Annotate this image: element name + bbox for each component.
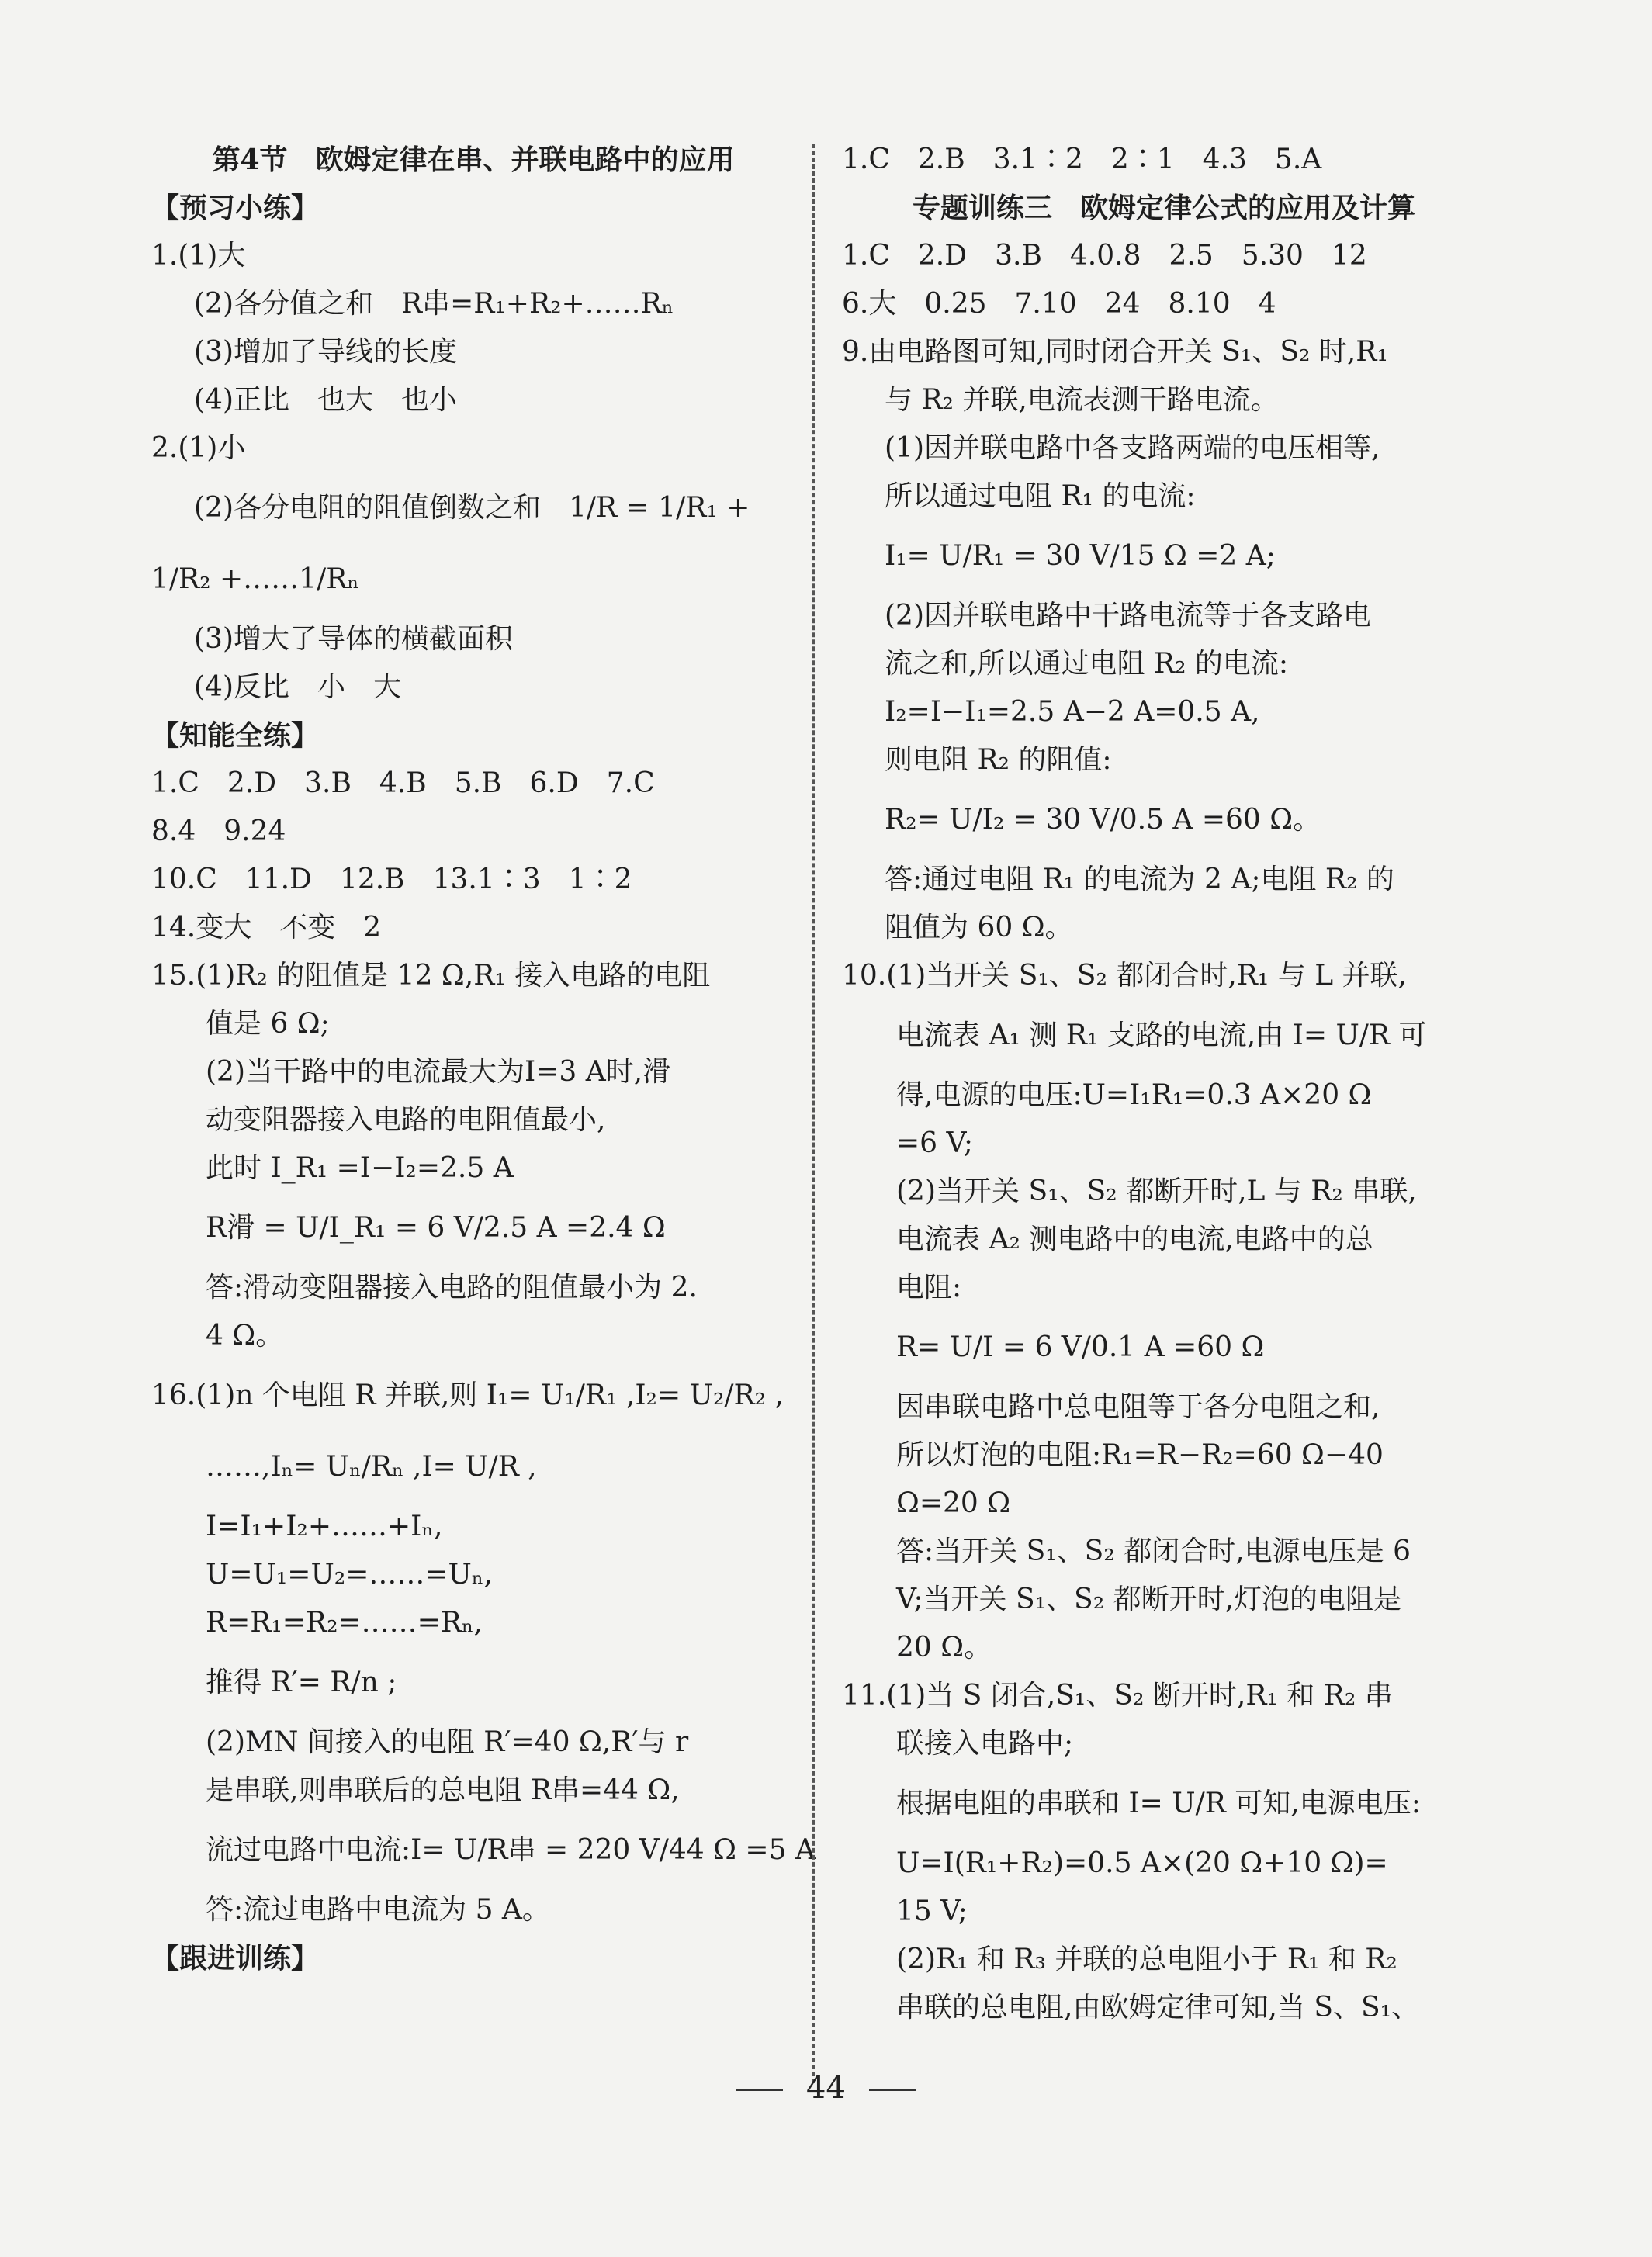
page-number: 44 bbox=[806, 2070, 846, 2106]
section-title: 专题训练三 欧姆定律公式的应用及计算 bbox=[912, 192, 1415, 224]
text-line: (4)正比 也大 也小 bbox=[194, 384, 457, 416]
answer-line: 16.(1)n 个电阻 R 并联,则 I₁= U₁/R₁ ,I₂= U₂/R₂ , bbox=[151, 1379, 784, 1411]
text-line: 电流表 A₁ 测 R₁ 支路的电流,由 I= U/R 可 bbox=[896, 1019, 1427, 1051]
text-line: 流之和,所以通过电阻 R₂ 的电流: bbox=[885, 648, 1288, 680]
text-line: 因串联电路中总电阻等于各分电阻之和, bbox=[896, 1391, 1380, 1423]
text-line: (3)增加了导线的长度 bbox=[194, 336, 457, 368]
text-line: R=R₁=R₂=……=Rₙ, bbox=[206, 1607, 483, 1639]
section-heading: 【跟进训练】 bbox=[151, 1942, 320, 1975]
text-line: 答:滑动变阻器接入电路的阻值最小为 2. bbox=[206, 1272, 698, 1303]
answer-line: 14.变大 不变 2 bbox=[151, 912, 382, 943]
text-line: ……,Iₙ= Uₙ/Rₙ ,I= U/R , bbox=[206, 1451, 537, 1483]
left-column bbox=[151, 136, 816, 1982]
text-line: 15 V; bbox=[896, 1895, 968, 1927]
text-line: V;当开关 S₁、S₂ 都断开时,灯泡的电阻是 bbox=[896, 1584, 1402, 1615]
answer-line: 15.(1)R₂ 的阻值是 12 Ω,R₁ 接入电路的电阻 bbox=[151, 960, 711, 992]
text-line: I₂=I−I₁=2.5 A−2 A=0.5 A, bbox=[885, 696, 1260, 728]
answer-line: 11.(1)当 S 闭合,S₁、S₂ 断开时,R₁ 和 R₂ 串 bbox=[842, 1680, 1393, 1712]
text-line: Ω=20 Ω bbox=[896, 1487, 1011, 1519]
section-heading: 【知能全练】 bbox=[151, 719, 320, 752]
text-line: R₂= U/I₂ = 30 V/0.5 A =60 Ω。 bbox=[885, 804, 1321, 836]
answer-line: 1.(1)大 bbox=[151, 240, 246, 272]
text-line: 答:通过电阻 R₁ 的电流为 2 A;电阻 R₂ 的 bbox=[885, 864, 1394, 895]
answer-line: 10.(1)当开关 S₁、S₂ 都闭合时,R₁ 与 L 并联, bbox=[842, 960, 1407, 992]
text-line: 串联的总电阻,由欧姆定律可知,当 S、S₁、 bbox=[896, 1992, 1420, 2023]
answer-line: 1.C 2.D 3.B 4.0.8 2.5 5.30 12 bbox=[842, 240, 1367, 272]
text-line: 所以灯泡的电阻:R₁=R−R₂=60 Ω−40 bbox=[896, 1439, 1384, 1471]
text-line: R滑 = U/I_R₁ = 6 V/2.5 A =2.4 Ω bbox=[206, 1212, 666, 1244]
text-line: R= U/I = 6 V/0.1 A =60 Ω bbox=[896, 1331, 1265, 1363]
text-line: 阻值为 60 Ω。 bbox=[885, 912, 1073, 943]
text-line: 20 Ω。 bbox=[896, 1632, 992, 1663]
text-line: 则电阻 R₂ 的阻值: bbox=[885, 744, 1112, 776]
text-line: (3)增大了导体的横截面积 bbox=[194, 623, 513, 655]
text-line: I=I₁+I₂+……+Iₙ, bbox=[206, 1511, 443, 1542]
text-line: 是串联,则串联后的总电阻 R串=44 Ω, bbox=[206, 1774, 680, 1806]
text-line: (2)各分值之和 R串=R₁+R₂+……Rₙ bbox=[194, 288, 674, 320]
text-line: 此时 I_R₁ =I−I₂=2.5 A bbox=[206, 1152, 514, 1184]
text-line: (4)反比 小 大 bbox=[194, 671, 401, 703]
text-line: 联接入电路中; bbox=[896, 1728, 1074, 1760]
text-line: 流过电路中电流:I= U/R串 = 220 V/44 Ω =5 A bbox=[206, 1834, 816, 1866]
text-line: 所以通过电阻 R₁ 的电流: bbox=[885, 480, 1196, 512]
right-column bbox=[842, 136, 1486, 2032]
text-line: 根据电阻的串联和 I= U/R 可知,电源电压: bbox=[896, 1788, 1421, 1819]
text-line: 电阻: bbox=[896, 1272, 962, 1303]
text-line: 电流表 A₂ 测电路中的电流,电路中的总 bbox=[896, 1224, 1373, 1255]
text-line: 与 R₂ 并联,电流表测干路电流。 bbox=[885, 384, 1279, 416]
text-line: (2)R₁ 和 R₃ 并联的总电阻小于 R₁ 和 R₂ bbox=[896, 1944, 1397, 1975]
text-line: (2)当开关 S₁、S₂ 都断开时,L 与 R₂ 串联, bbox=[896, 1175, 1417, 1207]
text-line: 动变阻器接入电路的电阻值最小, bbox=[206, 1104, 606, 1136]
text-line: 4 Ω。 bbox=[206, 1320, 284, 1352]
text-line: (2)当干路中的电流最大为I=3 A时,滑 bbox=[206, 1056, 671, 1088]
text-line: (1)因并联电路中各支路两端的电压相等, bbox=[885, 432, 1380, 464]
answer-line: 9.由电路图可知,同时闭合开关 S₁、S₂ 时,R₁ bbox=[842, 336, 1388, 368]
text-line: 推得 R′= R/n ; bbox=[206, 1667, 397, 1698]
answer-line: 1.C 2.B 3.1∶2 2∶1 4.3 5.A bbox=[842, 144, 1322, 175]
section-title: 第4节 欧姆定律在串、并联电路中的应用 bbox=[212, 144, 735, 176]
answer-line: 6.大 0.25 7.10 24 8.10 4 bbox=[842, 288, 1276, 320]
answer-line: 2.(1)小 bbox=[151, 432, 246, 464]
text-line: 答:当开关 S₁、S₂ 都闭合时,电源电压是 6 bbox=[896, 1535, 1411, 1567]
text-line: 得,电源的电压:U=I₁R₁=0.3 A×20 Ω bbox=[896, 1079, 1372, 1111]
text-line: U=I(R₁+R₂)=0.5 A×(20 Ω+10 Ω)= bbox=[896, 1847, 1388, 1879]
section-heading: 【预习小练】 bbox=[151, 192, 320, 224]
text-line: U=U₁=U₂=……=Uₙ, bbox=[206, 1559, 493, 1591]
text-line: 值是 6 Ω; bbox=[206, 1008, 330, 1040]
answer-line: 10.C 11.D 12.B 13.1∶3 1∶2 bbox=[151, 864, 632, 895]
answer-line: 1/R₂ +……1/Rₙ bbox=[151, 563, 359, 595]
text-line: (2)MN 间接入的电阻 R′=40 Ω,R′与 r bbox=[206, 1726, 689, 1758]
answer-line: 1.C 2.D 3.B 4.B 5.B 6.D 7.C bbox=[151, 767, 655, 799]
page-footer bbox=[0, 2070, 1652, 2106]
footer-dash-right bbox=[869, 2089, 916, 2091]
text-line: (2)因并联电路中干路电流等于各支路电 bbox=[885, 600, 1371, 632]
text-line: =6 V; bbox=[896, 1127, 974, 1159]
footer-dash-left bbox=[736, 2089, 783, 2091]
text-line: 答:流过电路中电流为 5 A。 bbox=[206, 1894, 550, 1926]
answer-line: 8.4 9.24 bbox=[151, 815, 286, 847]
text-line: I₁= U/R₁ = 30 V/15 Ω =2 A; bbox=[885, 540, 1276, 572]
text-line: (2)各分电阻的阻值倒数之和 1/R = 1/R₁ + bbox=[194, 492, 750, 524]
column-divider bbox=[812, 144, 815, 2083]
